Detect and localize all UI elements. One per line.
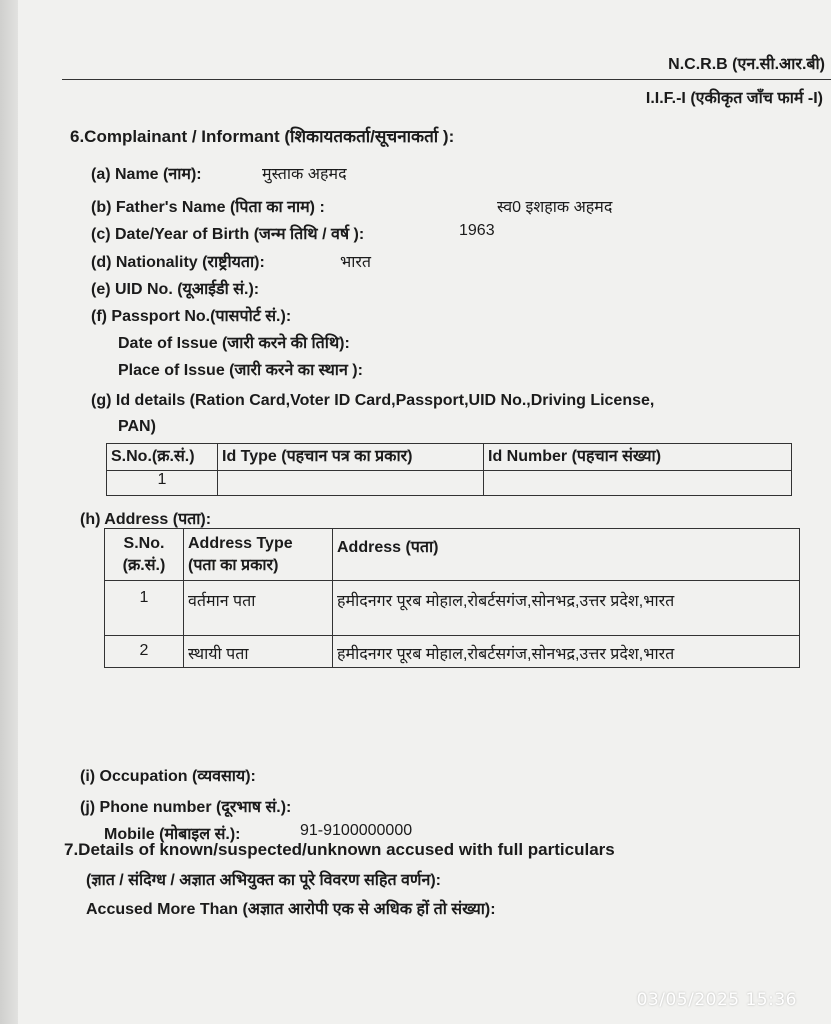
date-of-issue-label: Date of Issue (जारी करने की तिथि):: [118, 335, 350, 352]
id-row-type: [218, 471, 484, 496]
id-col-sno: S.No.(क्र.सं.): [107, 444, 218, 471]
uid-label: (e) UID No. (यूआईडी सं.):: [91, 281, 260, 298]
dob-label: (c) Date/Year of Birth (जन्म तिथि / वर्ष ):: [91, 226, 365, 243]
addr-row2-sno: 2: [105, 636, 184, 668]
addr-col-address: Address (पता): [333, 529, 800, 581]
addr-col-type-en: Address Type: [188, 535, 293, 552]
id-col-number: Id Number (पहचान संख्या): [484, 444, 792, 471]
accused-more-label: Accused More Than (अज्ञात आरोपी एक से अधिक हों तो संख्या):: [86, 901, 496, 918]
addr-row2-address: हमीदनगर पूरब मोहाल,रोबर्टसगंज,सोनभद्र,उत्तर प्रदेश,भारत: [333, 636, 800, 668]
passport-label: (f) Passport No.(पासपोर्ट सं.):: [91, 308, 292, 325]
addr-col-type: [184, 529, 333, 581]
mobile-label: Mobile (मोबाइल सं.):: [104, 826, 241, 843]
table-row: [105, 636, 800, 668]
father-name-value: स्व0 इशहाक अहमद: [497, 199, 613, 216]
section-7-subtitle: (ज्ञात / संदिग्ध / अज्ञात अभियुक्त का पूरे विवरण सहित वर्णन):: [86, 872, 442, 889]
photo-timestamp: 03/05/2025 15:36: [636, 990, 797, 1010]
ncrb-header: N.C.R.B (एन.सी.आर.बी): [668, 56, 825, 73]
id-details-label: (g) Id details (Ration Card,Voter ID Card,Passport,UID No.,Driving License,: [91, 392, 655, 409]
id-details-table: [106, 443, 792, 496]
addr-col-sno-en: S.No.: [123, 535, 165, 552]
addr-row1-type: वर्तमान पता: [184, 581, 333, 636]
id-row-number: [484, 471, 792, 496]
section-6-title: 6.Complainant / Informant (शिकायतकर्ता/सूचनाकर्ता ):: [70, 127, 455, 146]
iif-header: I.I.F.-I (एकीकृत जाँच फार्म -I): [645, 90, 823, 107]
table-row: [105, 581, 800, 636]
addr-row1-sno: 1: [105, 581, 184, 636]
nationality-label: (d) Nationality (राष्ट्रीयता):: [91, 254, 265, 271]
section-7-title: 7.Details of known/suspected/unknown accused with full particulars: [64, 840, 615, 859]
table-row: [107, 471, 792, 496]
dob-value: 1963: [459, 222, 495, 239]
name-value: मुस्ताक अहमद: [262, 166, 347, 183]
addr-row2-type: स्थायी पता: [184, 636, 333, 668]
id-col-type: Id Type (पहचान पत्र का प्रकार): [218, 444, 484, 471]
id-details-label-cont: PAN): [118, 418, 156, 435]
addr-col-sno-hi: (क्र.सं.): [122, 557, 166, 574]
id-row-sno: 1: [107, 471, 218, 496]
father-name-label: (b) Father's Name (पिता का नाम) :: [91, 199, 325, 216]
name-label: (a) Name (नाम):: [91, 166, 202, 183]
addr-col-sno: [105, 529, 184, 581]
nationality-value: भारत: [340, 254, 372, 271]
mobile-value: 91-9100000000: [300, 822, 413, 839]
address-table: [104, 528, 800, 668]
place-of-issue-label: Place of Issue (जारी करने का स्थान ):: [118, 362, 363, 379]
header-rule: [62, 79, 831, 80]
occupation-label: (i) Occupation (व्यवसाय):: [80, 768, 256, 785]
addr-col-type-hi: (पता का प्रकार): [188, 557, 279, 574]
phone-label: (j) Phone number (दूरभाष सं.):: [80, 799, 292, 816]
address-label: (h) Address (पता):: [80, 511, 212, 528]
addr-row1-address: हमीदनगर पूरब मोहाल,रोबर्टसगंज,सोनभद्र,उत्तर प्रदेश,भारत: [333, 581, 800, 636]
